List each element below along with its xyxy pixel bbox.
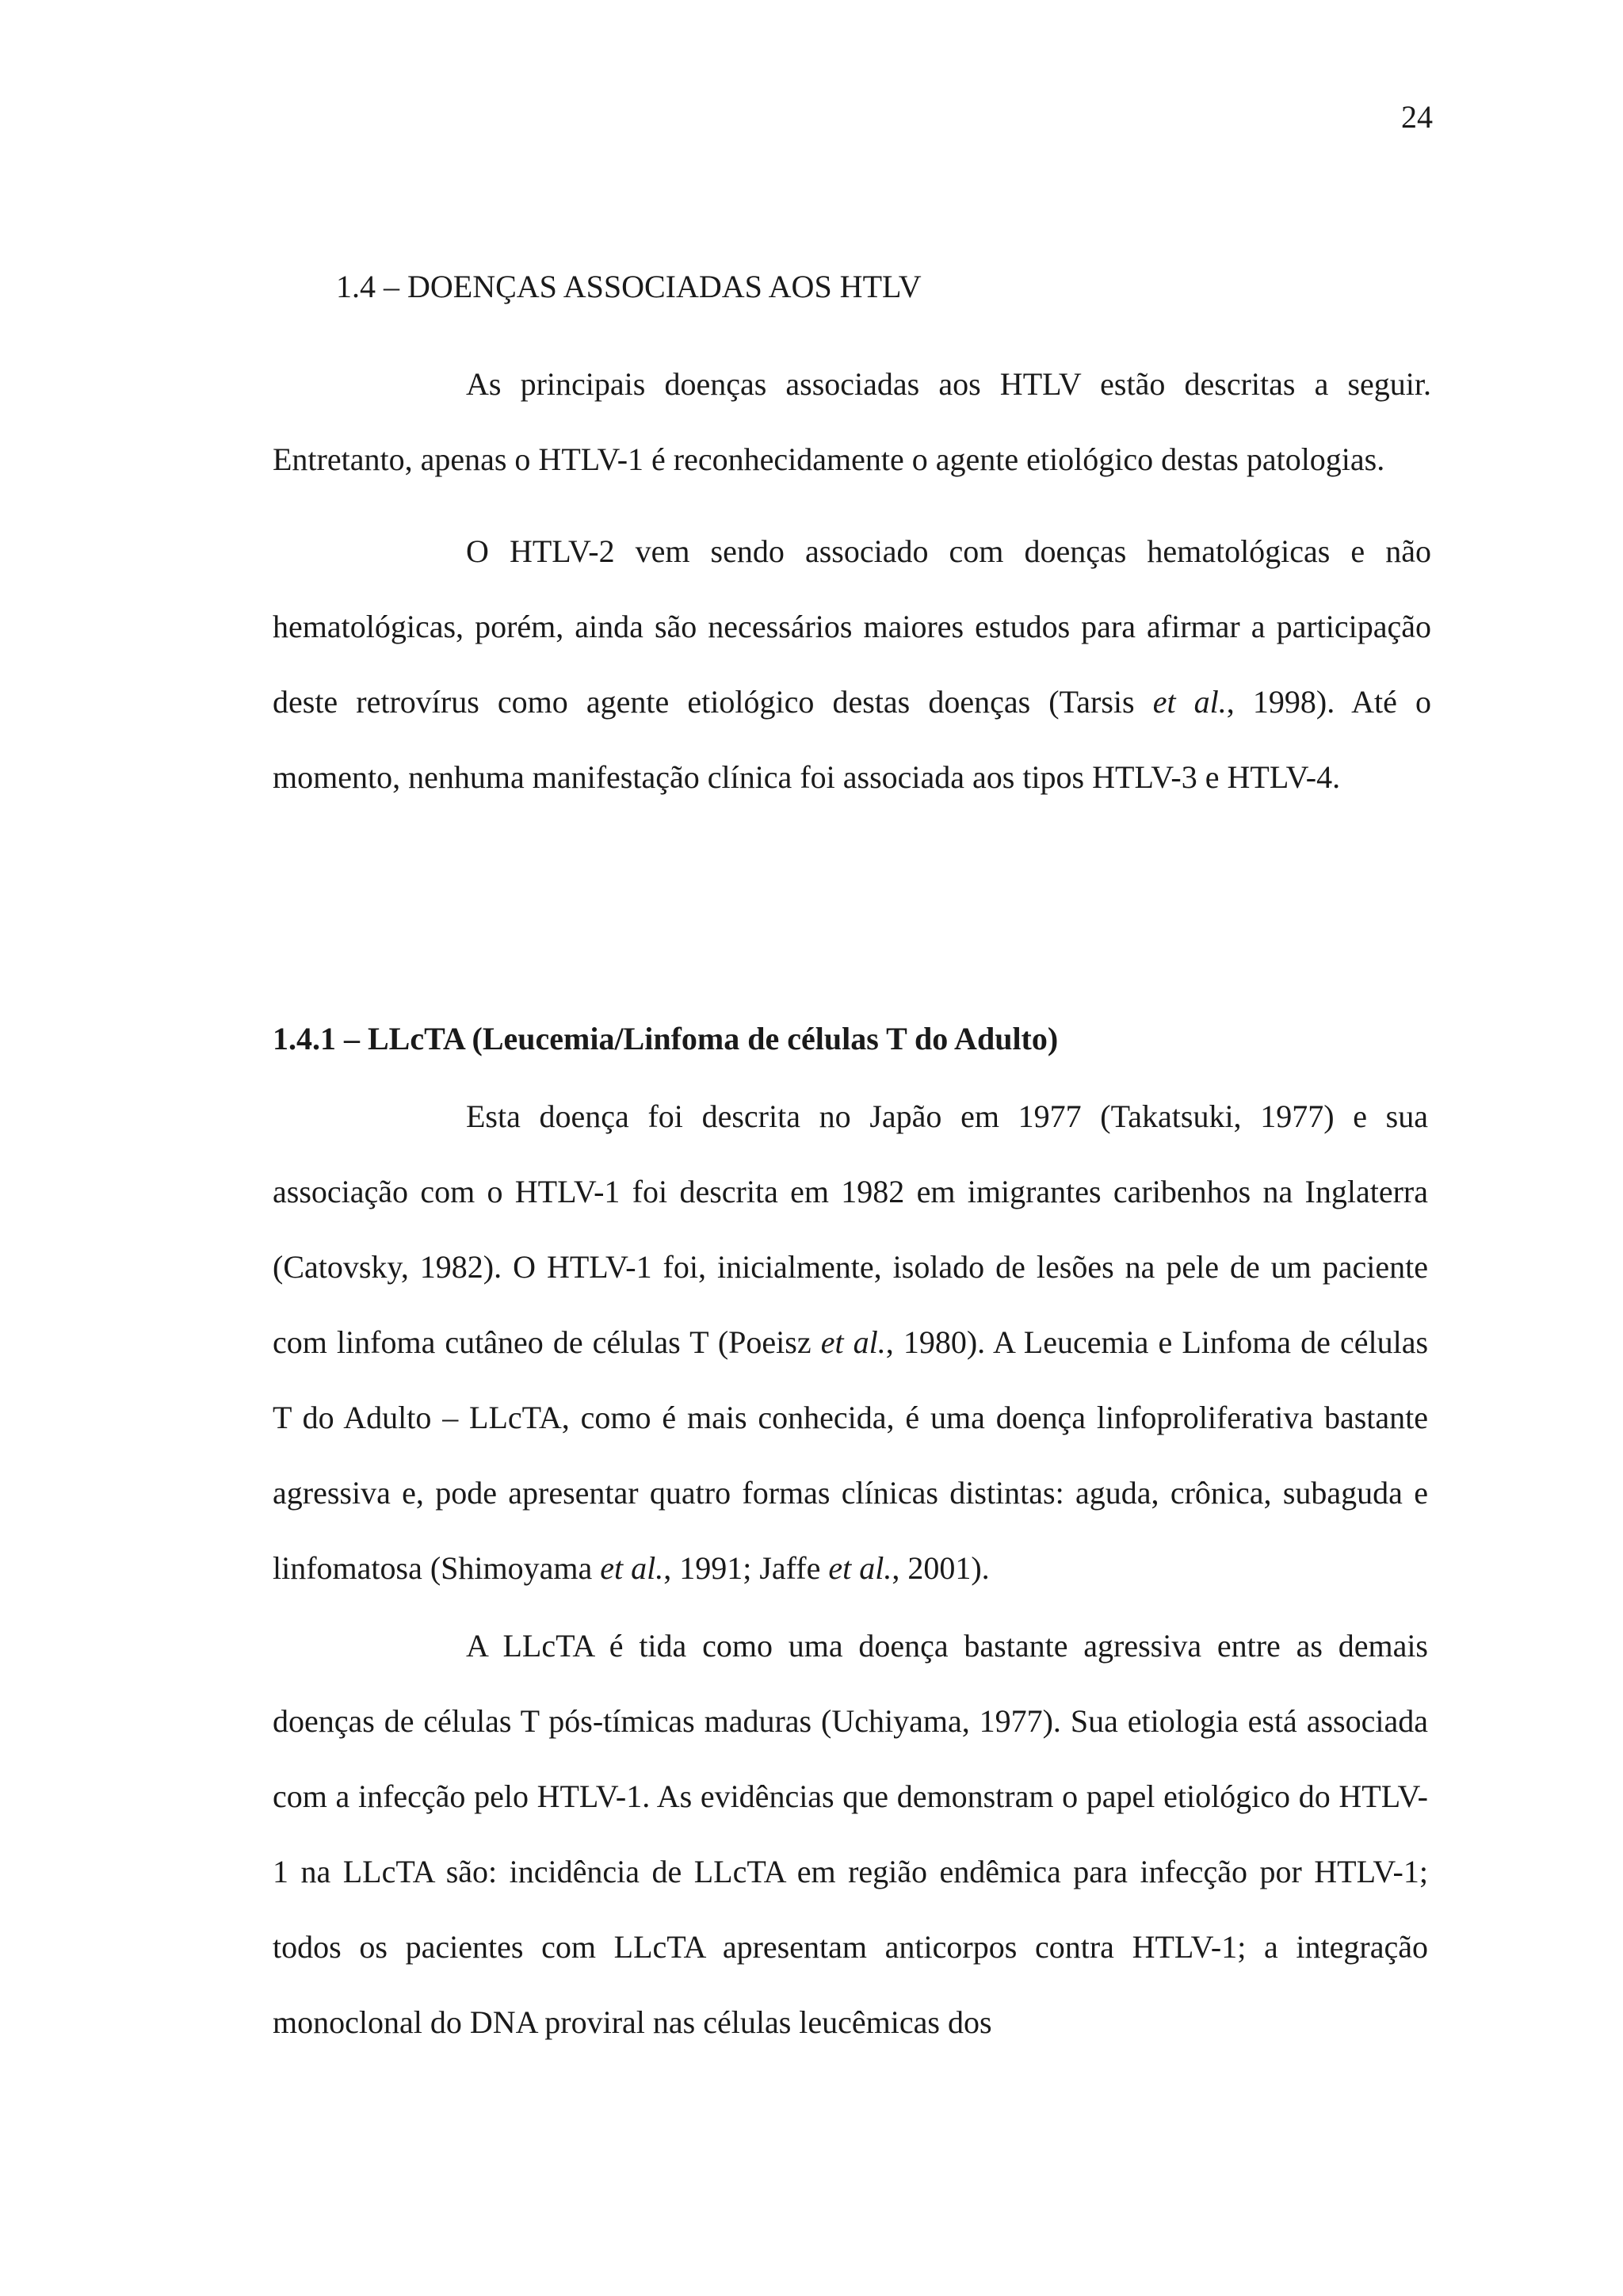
citation-et-al: et al.: [820, 1324, 886, 1360]
paragraph: Esta doença foi descrita no Japão em 1977 (Takatsuki, 1977) e sua associação com o HTLV-1 foi descrita em 1982 em imigrantes caribenhos na Inglaterra (Catovsky, 1982). O HTLV-1 foi, inicialmente, isolado de lesões na pele de um paciente com linfoma cutâneo de células T (Poeisz et al., 1980). A Leucemia e Linfoma de células T do Adulto – LLcTA, como é mais conhecida, é uma doença linfoproliferativa bastante agressiva e, pode apresentar quatro formas clínicas distintas: aguda, crônica, subaguda e linfomatosa (Shimoyama et al., 1991; Jaffe et al., 2001).: [273, 1098, 1429, 1586]
section-body: [273, 346, 1431, 815]
citation-et-al: et al.: [1152, 684, 1227, 720]
paragraph: As principais doenças associadas aos HTLV estão descritas a seguir. Entretanto, apenas o HTLV-1 é reconhecidamente o agente etiológico destas patologias.: [273, 366, 1431, 477]
paragraph: A LLcTA é tida como uma doença bastante agressiva entre as demais doenças de células T pós-tímicas maduras (Uchiyama, 1977). Sua etiologia está associada com a infecção pelo HTLV-1. As evidências que demonstram o papel etiológico do HTLV-1 na LLcTA são: incidência de LLcTA em região endêmica para infecção por HTLV-1; todos os pacientes com LLcTA apresentam anticorpos contra HTLV-1; a integração monoclonal do DNA proviral nas células leucêmicas dos: [273, 1628, 1428, 2040]
subsection-body: [273, 1079, 1428, 2060]
paragraph: O HTLV-2 vem sendo associado com doenças hematológicas e não hematológicas, porém, ainda são necessários maiores estudos para afirmar a participação deste retrovírus como agente etiológico destas doenças (Tarsis et al., 1998). Até o momento, nenhuma manifestação clínica foi associada aos tipos HTLV-3 e HTLV-4.: [273, 533, 1432, 795]
page-number: 24: [1401, 99, 1433, 135]
citation-et-al: et al.: [600, 1550, 664, 1586]
citation-et-al: et al.: [828, 1550, 892, 1586]
section-heading: 1.4 – DOENÇAS ASSOCIADAS AOS HTLV: [336, 269, 922, 304]
subsection-heading: 1.4.1 – LLcTA (Leucemia/Linfoma de células T do Adulto): [273, 1021, 1059, 1056]
